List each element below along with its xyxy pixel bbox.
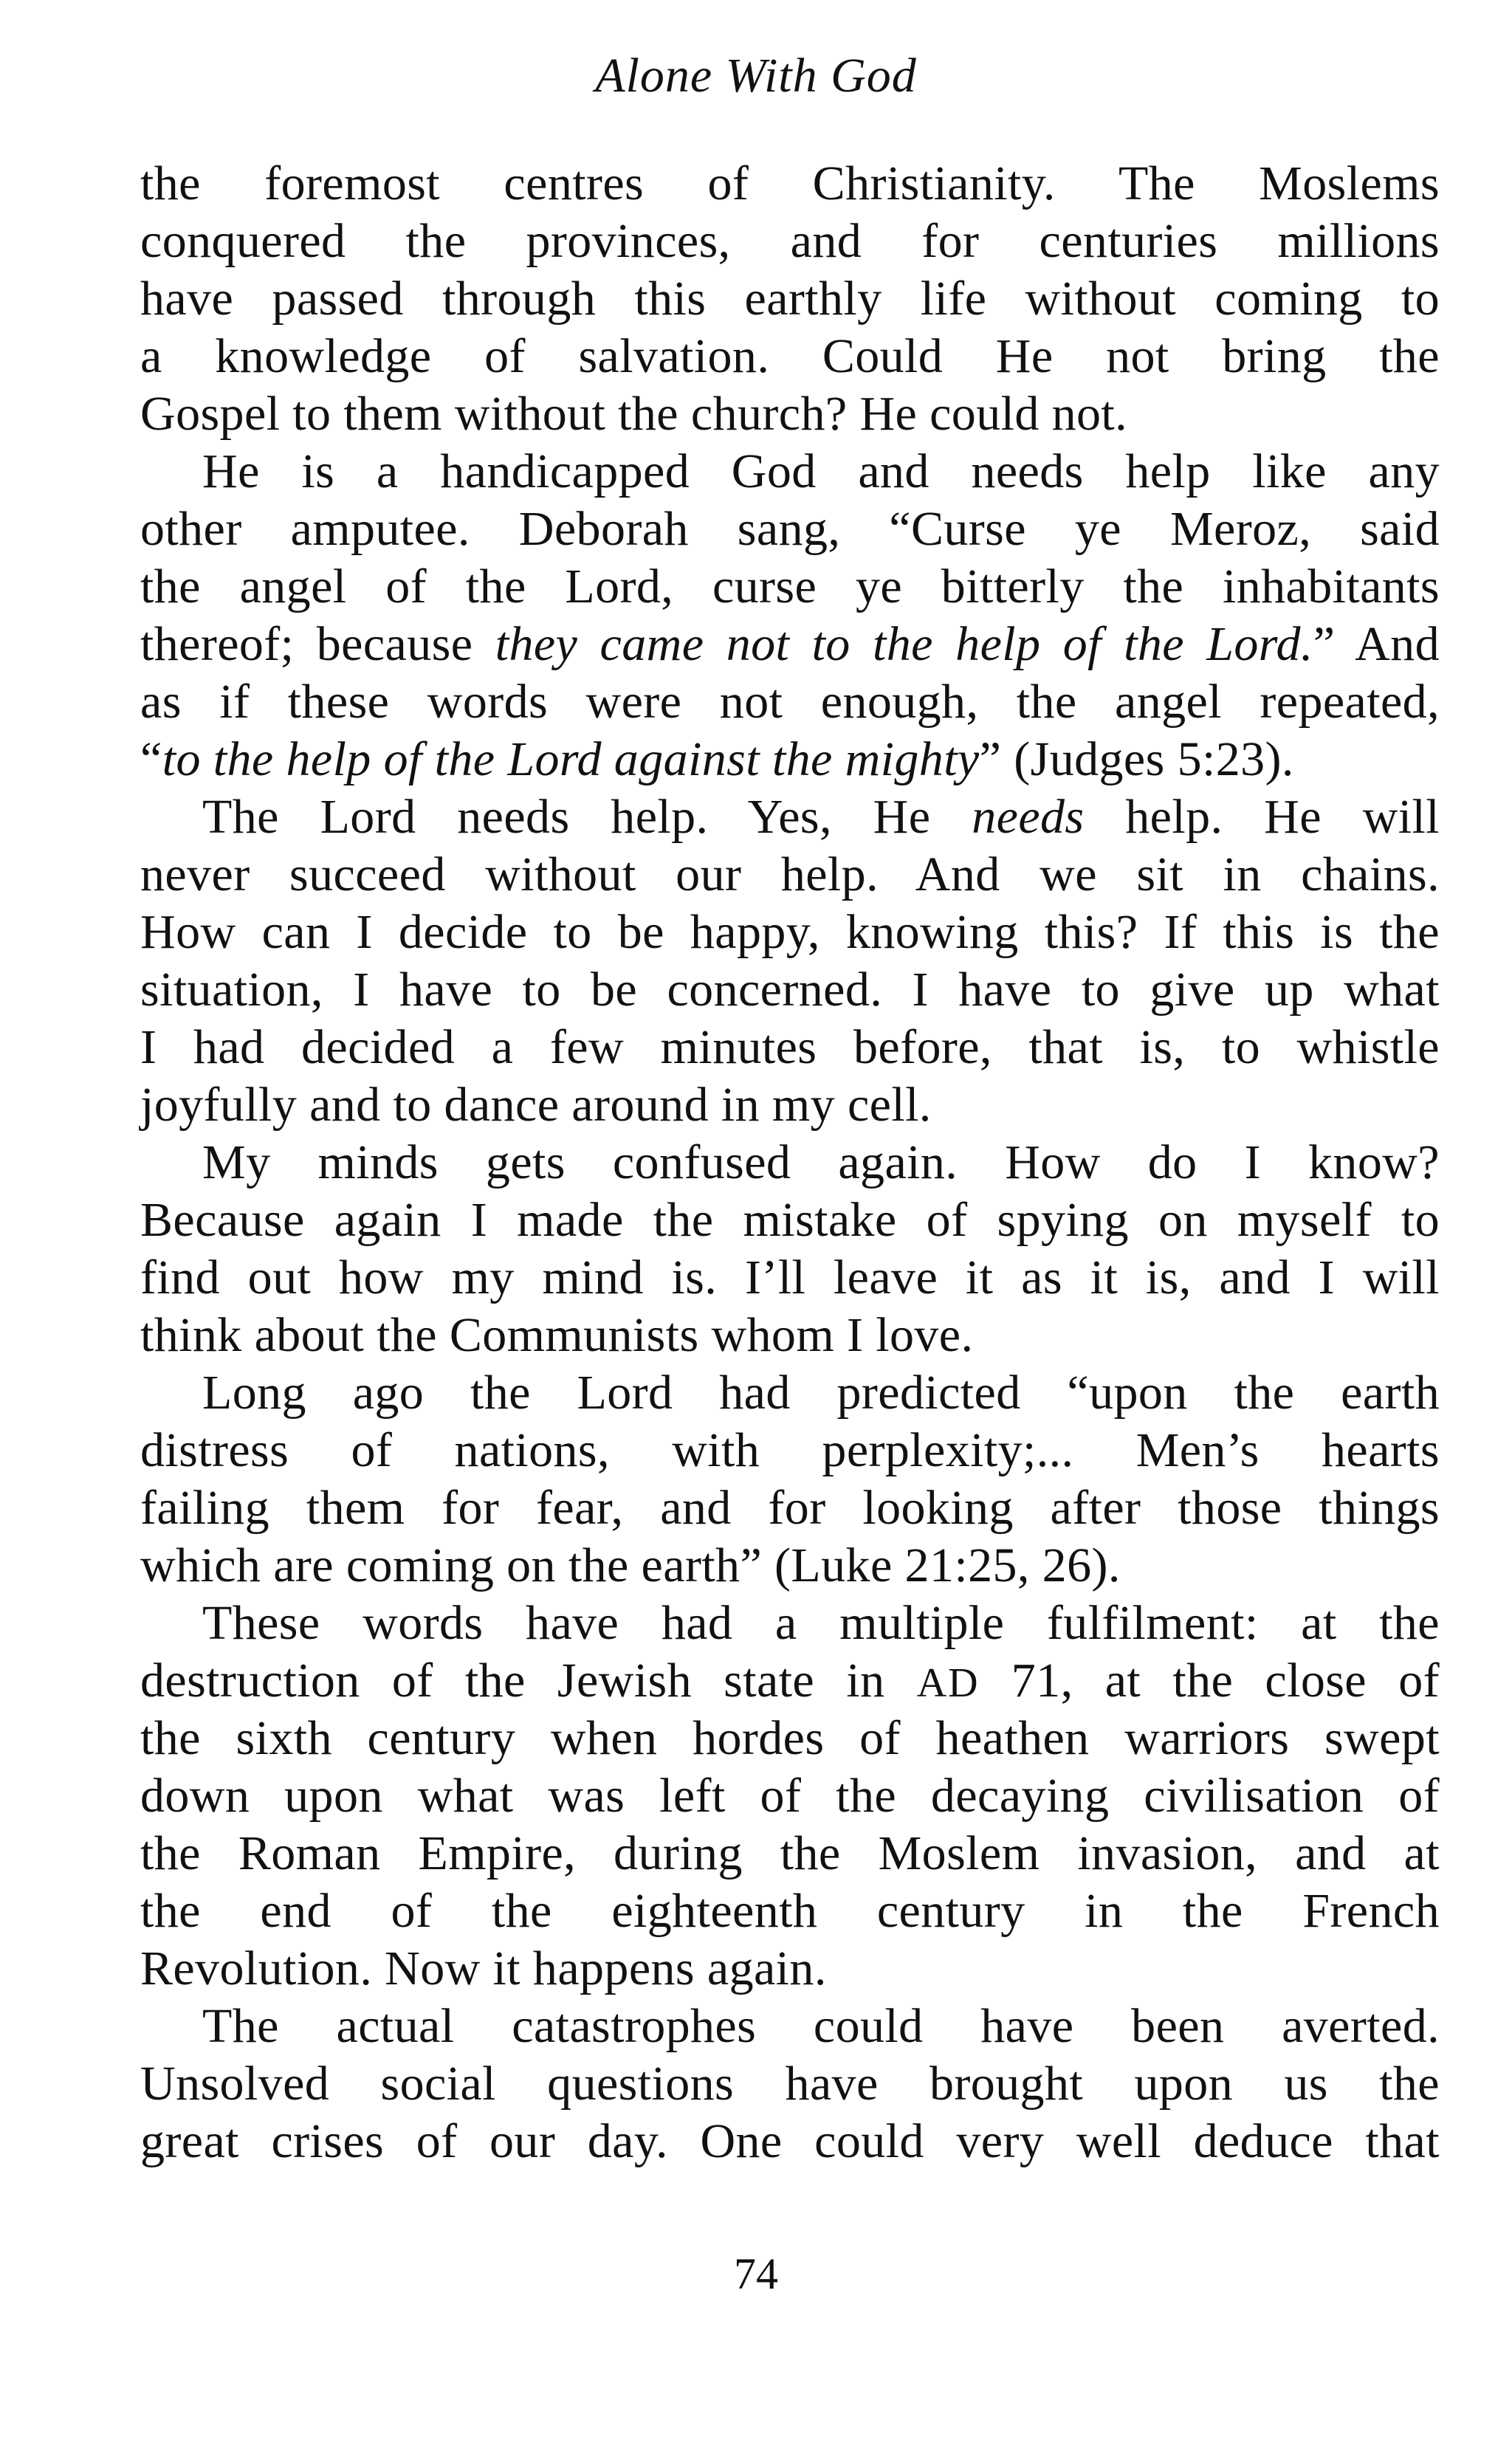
text-line: as if these words were not enough, the angel repeated,	[140, 675, 1440, 729]
italic-quote: to the help of the Lord against the mighty	[162, 732, 980, 786]
text-line: which are coming on the earth” (Luke 21:25, 26).	[140, 1538, 1121, 1592]
text-line: think about the Communists whom I love.	[140, 1308, 974, 1362]
text-line: the sixth century when hordes of heathen warriors swept	[140, 1711, 1440, 1765]
text-line: Revolution. Now it happens again.	[140, 1942, 827, 1995]
text-run: ” And	[1313, 617, 1440, 671]
text-line: the angel of the Lord, curse ye bitterly the inhabitants	[140, 560, 1440, 613]
text-line: Because again I made the mistake of spying on myself to	[140, 1193, 1440, 1247]
text-line: great crises of our day. One could very well deduce that	[140, 2114, 1440, 2168]
text-line	[140, 1652, 1440, 1710]
paragraph	[140, 1998, 1440, 2170]
text-run: ” (Judges 5:23).	[979, 732, 1294, 786]
text-line: distress of nations, with perplexity;... Men’s hearts	[140, 1423, 1440, 1477]
page-number: 74	[734, 2249, 778, 2298]
text-line: down upon what was left of the decaying civilisation of	[140, 1769, 1440, 1823]
text-line: find out how my mind is. I’ll leave it as it is, and I will	[140, 1251, 1440, 1304]
text-line: the foremost centres of Christianity. The Moslems	[140, 157, 1440, 210]
text-line: conquered the provinces, and for centuries millions	[140, 214, 1440, 268]
text-line: These words have had a multiple fulfilment: at the	[202, 1596, 1440, 1650]
paragraph	[140, 1134, 1440, 1364]
text-run: destruction of the Jewish state in	[140, 1654, 917, 1708]
text-line: the Roman Empire, during the Moslem invasion, and at	[140, 1826, 1440, 1880]
text-run: help. He will	[1084, 790, 1440, 844]
paragraph	[140, 1595, 1440, 1998]
text-run: thereof; because	[140, 617, 495, 671]
text-run: “	[140, 732, 162, 786]
text-line: failing them for fear, and for looking after those things	[140, 1481, 1440, 1535]
text-line: Unsolved social questions have brought upon us the	[140, 2057, 1440, 2111]
text-line: never succeed without our help. And we sit in chains.	[140, 847, 1440, 901]
text-line: My minds gets confused again. How do I know?	[202, 1135, 1440, 1189]
text-line: a knowledge of salvation. Could He not bring the	[140, 329, 1440, 383]
text-line: He is a handicapped God and needs help like any	[202, 444, 1440, 498]
text-line: situation, I have to be concerned. I have to give up what	[140, 963, 1440, 1017]
text-line: have passed through this earthly life without coming to	[140, 272, 1440, 326]
paragraph	[140, 443, 1440, 788]
running-head: Alone With God	[595, 49, 917, 103]
text-line: The actual catastrophes could have been averted.	[202, 1999, 1440, 2053]
text-line	[140, 731, 1440, 788]
text-run: 71, at the close of	[979, 1654, 1440, 1708]
text-line: Gospel to them without the church? He could not.	[140, 387, 1128, 441]
italic-emphasis: needs	[972, 790, 1085, 844]
text-line	[140, 616, 1440, 673]
text-line: other amputee. Deborah sang, “Curse ye Meroz, said	[140, 502, 1440, 556]
body-text	[140, 155, 1440, 2170]
paragraph	[140, 155, 1440, 443]
text-run: The Lord needs help. Yes, He	[202, 790, 972, 844]
text-line	[140, 788, 1440, 846]
text-line: the end of the eighteenth century in the French	[140, 1884, 1440, 1938]
text-line: joyfully and to dance around in my cell.	[140, 1078, 932, 1132]
small-caps-era: AD	[916, 1660, 980, 1706]
text-line: How can I decide to be happy, knowing this? If this is the	[140, 905, 1440, 959]
paragraph	[140, 1364, 1440, 1595]
text-line: Long ago the Lord had predicted “upon the earth	[202, 1366, 1440, 1420]
paragraph	[140, 788, 1440, 1134]
text-line: I had decided a few minutes before, that is, to whistle	[140, 1020, 1440, 1074]
italic-quote: they came not to the help of the Lord.	[495, 617, 1313, 671]
